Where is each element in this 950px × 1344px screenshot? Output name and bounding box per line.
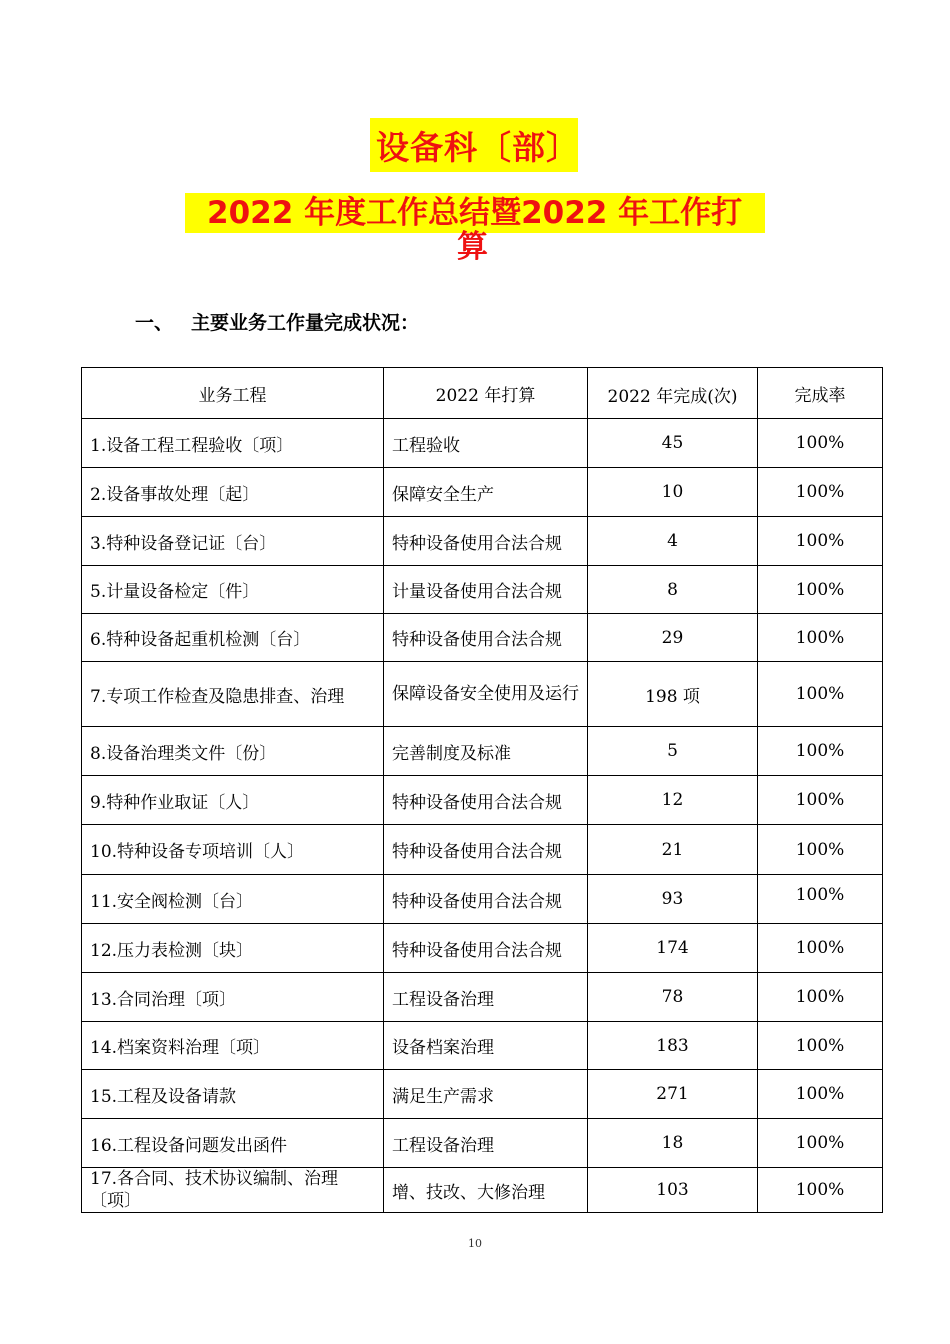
cell-item: 15.工程及设备请款 bbox=[82, 1070, 384, 1119]
table-row bbox=[82, 468, 883, 517]
cell-done: 8 bbox=[588, 566, 758, 614]
cell-done: 29 bbox=[588, 614, 758, 662]
cell-rate: 100% bbox=[758, 1022, 883, 1070]
cell-item: 17.各合同、技术协议编制、治理〔项〕 bbox=[82, 1168, 384, 1213]
cell-rate: 100% bbox=[758, 566, 883, 614]
document-title-line1: 设备科〔部〕 bbox=[376, 128, 580, 167]
page-number: 10 bbox=[468, 1237, 482, 1250]
section-number: 一、 bbox=[135, 312, 174, 334]
table-row bbox=[82, 924, 883, 973]
cell-rate: 100% bbox=[758, 1119, 883, 1168]
cell-plan: 增、技改、大修治理 bbox=[384, 1168, 588, 1213]
cell-rate: 100% bbox=[758, 776, 883, 825]
cell-item: 12.压力表检测〔块〕 bbox=[82, 924, 384, 973]
cell-rate: 100% bbox=[758, 419, 883, 468]
table-row bbox=[82, 1070, 883, 1119]
cell-item: 1.设备工程工程验收〔项〕 bbox=[82, 419, 384, 468]
table-row bbox=[82, 875, 883, 924]
cell-plan: 设备档案治理 bbox=[384, 1022, 588, 1070]
cell-plan: 特种设备使用合法合规 bbox=[384, 875, 588, 924]
table-row bbox=[82, 662, 883, 727]
cell-done: 4 bbox=[588, 517, 758, 566]
cell-item: 10.特种设备专项培训〔人〕 bbox=[82, 825, 384, 875]
cell-item: 13.合同治理〔项〕 bbox=[82, 973, 384, 1022]
cell-rate: 100% bbox=[758, 614, 883, 662]
cell-plan: 计量设备使用合法合规 bbox=[384, 566, 588, 614]
cell-rate: 100% bbox=[758, 1168, 883, 1213]
section-heading bbox=[135, 308, 419, 335]
header-rate: 完成率 bbox=[758, 368, 883, 419]
cell-rate: 100% bbox=[758, 924, 883, 973]
cell-plan: 特种设备使用合法合规 bbox=[384, 776, 588, 825]
cell-plan: 完善制度及标准 bbox=[384, 727, 588, 776]
cell-done: 18 bbox=[588, 1119, 758, 1168]
cell-item: 11.安全阀检测〔台〕 bbox=[82, 875, 384, 924]
cell-rate: 100% bbox=[758, 468, 883, 517]
cell-done: 93 bbox=[588, 875, 758, 924]
cell-done: 183 bbox=[588, 1022, 758, 1070]
cell-plan: 特种设备使用合法合规 bbox=[384, 825, 588, 875]
cell-item: 3.特种设备登记证〔台〕 bbox=[82, 517, 384, 566]
header-item: 业务工程 bbox=[82, 368, 384, 419]
table-row bbox=[82, 1168, 883, 1213]
cell-item: 8.设备治理类文件〔份〕 bbox=[82, 727, 384, 776]
cell-done: 78 bbox=[588, 973, 758, 1022]
cell-done: 45 bbox=[588, 419, 758, 468]
table-row bbox=[82, 973, 883, 1022]
header-plan: 2022 年打算 bbox=[384, 368, 588, 419]
cell-rate: 100% bbox=[758, 517, 883, 566]
cell-rate: 100% bbox=[758, 1070, 883, 1119]
table-row bbox=[82, 825, 883, 875]
cell-done: 10 bbox=[588, 468, 758, 517]
cell-rate: 100% bbox=[758, 973, 883, 1022]
cell-item: 2.设备事故处理〔起〕 bbox=[82, 468, 384, 517]
workload-table bbox=[81, 367, 883, 1213]
cell-done: 174 bbox=[588, 924, 758, 973]
cell-item: 16.工程设备问题发出函件 bbox=[82, 1119, 384, 1168]
cell-item: 5.计量设备检定〔件〕 bbox=[82, 566, 384, 614]
table-header-row bbox=[82, 368, 883, 419]
cell-done: 5 bbox=[588, 727, 758, 776]
cell-plan: 工程验收 bbox=[384, 419, 588, 468]
table-row bbox=[82, 1022, 883, 1070]
cell-done: 271 bbox=[588, 1070, 758, 1119]
cell-rate: 100% bbox=[758, 875, 883, 924]
cell-plan: 特种设备使用合法合规 bbox=[384, 614, 588, 662]
title-highlight-line1 bbox=[370, 118, 578, 172]
table-row bbox=[82, 566, 883, 614]
table-row bbox=[82, 419, 883, 468]
cell-item: 9.特种作业取证〔人〕 bbox=[82, 776, 384, 825]
cell-done: 103 bbox=[588, 1168, 758, 1213]
cell-plan: 特种设备使用合法合规 bbox=[384, 517, 588, 566]
table-row bbox=[82, 614, 883, 662]
cell-rate: 100% bbox=[758, 727, 883, 776]
table-row bbox=[82, 776, 883, 825]
cell-item: 14.档案资料治理〔项〕 bbox=[82, 1022, 384, 1070]
cell-plan: 工程设备治理 bbox=[384, 1119, 588, 1168]
cell-rate: 100% bbox=[758, 825, 883, 875]
document-title-line3: 算 bbox=[457, 229, 488, 265]
cell-done: 12 bbox=[588, 776, 758, 825]
cell-item: 7.专项工作检查及隐患排查、治理 bbox=[82, 662, 384, 727]
document-title-line2: 2022 年度工作总结暨2022 年工作打 bbox=[207, 195, 743, 231]
cell-done: 198 项 bbox=[588, 662, 758, 727]
cell-plan: 满足生产需求 bbox=[384, 1070, 588, 1119]
cell-plan: 保障设备安全使用及运行 bbox=[384, 662, 588, 727]
table-row bbox=[82, 517, 883, 566]
section-text: 主要业务工作量完成状况： bbox=[191, 312, 420, 334]
cell-item: 6.特种设备起重机检测〔台〕 bbox=[82, 614, 384, 662]
table-row bbox=[82, 727, 883, 776]
cell-rate: 100% bbox=[758, 662, 883, 727]
table-row bbox=[82, 1119, 883, 1168]
header-done: 2022 年完成(次) bbox=[588, 368, 758, 419]
cell-plan: 特种设备使用合法合规 bbox=[384, 924, 588, 973]
cell-plan: 工程设备治理 bbox=[384, 973, 588, 1022]
cell-plan: 保障安全生产 bbox=[384, 468, 588, 517]
cell-done: 21 bbox=[588, 825, 758, 875]
